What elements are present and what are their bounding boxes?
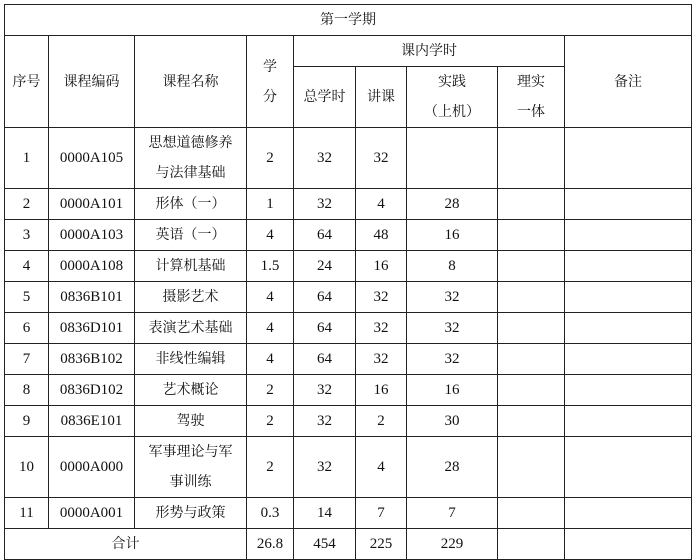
cell-seq: 2 [5, 189, 49, 220]
table-row [5, 344, 692, 375]
title-row [5, 5, 692, 36]
cell-integrated [498, 128, 565, 189]
cell-name: 艺术概论 [135, 375, 247, 406]
cell-code: 0836B101 [49, 282, 135, 313]
cell-remarks [565, 375, 692, 406]
cell-name [135, 437, 247, 498]
cell-integrated [498, 251, 565, 282]
table-row [5, 313, 692, 344]
header-hours-group: 课内学时 [294, 36, 565, 67]
table-row [5, 406, 692, 437]
cell-name-line1: 思想道德修养 [148, 135, 233, 151]
cell-code: 0000A001 [49, 498, 135, 529]
semester-title: 第一学期 [5, 5, 692, 36]
cell-lecture: 7 [356, 498, 407, 529]
cell-name: 非线性编辑 [135, 344, 247, 375]
cell-code: 0836D101 [49, 313, 135, 344]
cell-lecture: 32 [356, 313, 407, 344]
header-integrated-line1: 理实 [517, 74, 545, 90]
cell-lecture: 4 [356, 189, 407, 220]
header-practice-line1: 实践 [438, 74, 466, 90]
cell-seq: 3 [5, 220, 49, 251]
cell-total: 64 [294, 313, 356, 344]
cell-code: 0836B102 [49, 344, 135, 375]
cell-total: 32 [294, 437, 356, 498]
cell-name-line2: 事训练 [169, 474, 212, 490]
totals-integrated [498, 529, 565, 560]
cell-seq: 5 [5, 282, 49, 313]
totals-remarks [565, 529, 692, 560]
cell-name: 驾驶 [135, 406, 247, 437]
cell-credit: 1.5 [247, 251, 294, 282]
cell-credit: 4 [247, 220, 294, 251]
totals-label: 合计 [5, 529, 247, 560]
cell-name [135, 128, 247, 189]
cell-practice: 16 [407, 220, 498, 251]
cell-integrated [498, 313, 565, 344]
cell-remarks [565, 128, 692, 189]
header-lecture: 讲课 [356, 67, 407, 128]
cell-remarks [565, 406, 692, 437]
cell-integrated [498, 189, 565, 220]
cell-seq: 1 [5, 128, 49, 189]
cell-total: 32 [294, 406, 356, 437]
cell-credit: 2 [247, 406, 294, 437]
header-seq: 序号 [5, 36, 49, 128]
cell-credit: 2 [247, 437, 294, 498]
cell-practice: 16 [407, 375, 498, 406]
cell-code: 0000A101 [49, 189, 135, 220]
cell-lecture: 2 [356, 406, 407, 437]
cell-code: 0000A000 [49, 437, 135, 498]
cell-seq: 4 [5, 251, 49, 282]
header-total-hours: 总学时 [294, 67, 356, 128]
cell-total: 32 [294, 189, 356, 220]
cell-name-line2: 与法律基础 [155, 165, 226, 181]
table-row [5, 498, 692, 529]
cell-lecture: 32 [356, 282, 407, 313]
cell-credit: 2 [247, 375, 294, 406]
cell-name: 英语（一） [135, 220, 247, 251]
cell-practice: 28 [407, 437, 498, 498]
cell-lecture: 48 [356, 220, 407, 251]
header-integrated-line2: 一体 [517, 104, 545, 120]
cell-credit: 2 [247, 128, 294, 189]
table-row [5, 251, 692, 282]
cell-code: 0836E101 [49, 406, 135, 437]
cell-seq: 8 [5, 375, 49, 406]
totals-lecture: 225 [356, 529, 407, 560]
cell-practice: 8 [407, 251, 498, 282]
table-row [5, 220, 692, 251]
header-practice-line2: （上机） [424, 104, 480, 120]
cell-lecture: 16 [356, 375, 407, 406]
cell-total: 32 [294, 375, 356, 406]
header-credit-line1: 学 [263, 58, 277, 75]
cell-code: 0000A105 [49, 128, 135, 189]
cell-integrated [498, 406, 565, 437]
cell-name: 计算机基础 [135, 251, 247, 282]
cell-remarks [565, 313, 692, 344]
cell-integrated [498, 282, 565, 313]
cell-remarks [565, 437, 692, 498]
cell-code: 0000A108 [49, 251, 135, 282]
header-practice [407, 67, 498, 128]
cell-seq: 9 [5, 406, 49, 437]
cell-integrated [498, 375, 565, 406]
cell-integrated [498, 498, 565, 529]
cell-name: 表演艺术基础 [135, 313, 247, 344]
cell-lecture: 16 [356, 251, 407, 282]
header-integrated [498, 67, 565, 128]
header-row-1 [5, 36, 692, 67]
cell-total: 14 [294, 498, 356, 529]
cell-seq: 11 [5, 498, 49, 529]
cell-total: 32 [294, 128, 356, 189]
table-row [5, 282, 692, 313]
cell-remarks [565, 220, 692, 251]
totals-total-hours: 454 [294, 529, 356, 560]
cell-seq: 6 [5, 313, 49, 344]
header-code: 课程编码 [49, 36, 135, 128]
cell-practice: 30 [407, 406, 498, 437]
header-credit [247, 36, 294, 128]
cell-name-line1: 军事理论与军 [148, 444, 233, 460]
cell-remarks [565, 251, 692, 282]
table-row [5, 189, 692, 220]
cell-name: 摄影艺术 [135, 282, 247, 313]
cell-remarks [565, 498, 692, 529]
table-row [5, 437, 692, 498]
cell-integrated [498, 344, 565, 375]
header-remarks: 备注 [565, 36, 692, 128]
cell-credit: 1 [247, 189, 294, 220]
table-row [5, 128, 692, 189]
course-schedule-table [4, 4, 692, 560]
cell-practice: 32 [407, 313, 498, 344]
cell-remarks [565, 282, 692, 313]
cell-integrated [498, 220, 565, 251]
cell-lecture: 4 [356, 437, 407, 498]
header-name: 课程名称 [135, 36, 247, 128]
cell-seq: 10 [5, 437, 49, 498]
cell-practice: 7 [407, 498, 498, 529]
cell-total: 64 [294, 344, 356, 375]
cell-remarks [565, 344, 692, 375]
cell-practice: 28 [407, 189, 498, 220]
cell-credit: 4 [247, 313, 294, 344]
header-credit-line2: 分 [263, 88, 277, 105]
cell-total: 64 [294, 282, 356, 313]
cell-practice: 32 [407, 344, 498, 375]
cell-lecture: 32 [356, 344, 407, 375]
table-row [5, 375, 692, 406]
cell-code: 0836D102 [49, 375, 135, 406]
totals-credit: 26.8 [247, 529, 294, 560]
cell-practice: 32 [407, 282, 498, 313]
cell-name: 形势与政策 [135, 498, 247, 529]
totals-practice: 229 [407, 529, 498, 560]
cell-practice [407, 128, 498, 189]
cell-total: 64 [294, 220, 356, 251]
cell-credit: 4 [247, 344, 294, 375]
cell-remarks [565, 189, 692, 220]
cell-credit: 0.3 [247, 498, 294, 529]
cell-name: 形体（一） [135, 189, 247, 220]
cell-seq: 7 [5, 344, 49, 375]
cell-total: 24 [294, 251, 356, 282]
cell-lecture: 32 [356, 128, 407, 189]
cell-credit: 4 [247, 282, 294, 313]
totals-row [5, 529, 692, 560]
cell-integrated [498, 437, 565, 498]
cell-code: 0000A103 [49, 220, 135, 251]
